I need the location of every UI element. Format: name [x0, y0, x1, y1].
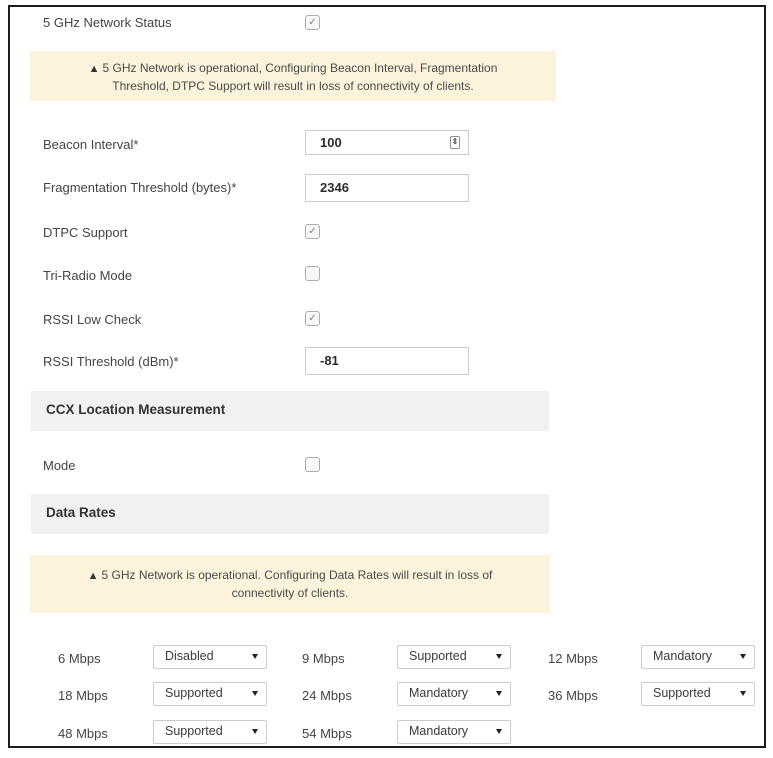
rate-label-6mbps: 6 Mbps: [58, 651, 101, 666]
rate-select-6mbps[interactable]: [153, 645, 267, 669]
rate-label-54mbps: 54 Mbps: [302, 726, 352, 741]
rate-select-36mbps[interactable]: [641, 682, 755, 706]
caret-down-icon: [740, 654, 746, 659]
section-title-ccx: CCX Location Measurement: [46, 402, 226, 417]
beacon-interval-label: Beacon Interval*: [43, 137, 139, 152]
rssi-low-check-checkbox[interactable]: [305, 311, 320, 326]
caret-down-icon: [496, 729, 502, 734]
ccx-mode-label: Mode: [43, 458, 76, 473]
section-title-data-rates: Data Rates: [46, 505, 116, 520]
rssi-low-check-label: RSSI Low Check: [43, 312, 142, 327]
rate-select-54mbps[interactable]: [397, 720, 511, 744]
fragmentation-threshold-value: 2346: [320, 180, 349, 195]
caret-down-icon: [252, 691, 258, 696]
dtpc-support-label: DTPC Support: [43, 225, 128, 240]
ccx-mode-checkbox[interactable]: [305, 457, 320, 472]
checkmark-icon: ✓: [308, 312, 317, 324]
caret-down-icon: [496, 691, 502, 696]
warning-banner-general: [30, 51, 556, 101]
rssi-threshold-label: RSSI Threshold (dBm)*: [43, 354, 179, 369]
fragmentation-threshold-input[interactable]: [305, 174, 469, 202]
radio-config-panel: [8, 5, 766, 748]
caret-down-icon: [252, 654, 258, 659]
section-header-ccx: [31, 391, 549, 431]
warning-text-line2: connectivity of clients.: [231, 586, 349, 600]
rate-select-value: Supported: [165, 724, 223, 738]
rssi-threshold-value: -81: [320, 353, 339, 368]
warning-banner-data-rates: [30, 555, 550, 613]
warning-text-line1: 5 GHz Network is operational, Configuring Beacon Interval, Fragmentation: [102, 61, 498, 75]
checkmark-icon: ✓: [308, 225, 317, 237]
section-header-data-rates: [31, 494, 549, 534]
rate-select-48mbps[interactable]: [153, 720, 267, 744]
beacon-interval-value: 100: [320, 135, 342, 150]
rate-label-24mbps: 24 Mbps: [302, 688, 352, 703]
rate-select-18mbps[interactable]: [153, 682, 267, 706]
rate-select-value: Disabled: [165, 649, 214, 663]
tri-radio-mode-checkbox[interactable]: [305, 266, 320, 281]
rate-label-9mbps: 9 Mbps: [302, 651, 345, 666]
caret-down-icon: [496, 654, 502, 659]
fragmentation-threshold-label: Fragmentation Threshold (bytes)*: [43, 180, 237, 195]
dtpc-support-checkbox[interactable]: [305, 224, 320, 239]
rate-select-value: Mandatory: [409, 686, 469, 700]
tri-radio-mode-label: Tri-Radio Mode: [43, 268, 133, 283]
network-status-checkbox[interactable]: [305, 15, 320, 30]
checkmark-icon: ✓: [308, 16, 317, 28]
rate-select-12mbps[interactable]: [641, 645, 755, 669]
rssi-threshold-input[interactable]: [305, 347, 469, 375]
rate-select-value: Mandatory: [409, 724, 469, 738]
rate-label-48mbps: 48 Mbps: [58, 726, 108, 741]
rate-select-value: Supported: [653, 686, 711, 700]
rate-select-value: Supported: [165, 686, 223, 700]
rate-label-18mbps: 18 Mbps: [58, 688, 108, 703]
rate-select-value: Supported: [409, 649, 467, 663]
caret-down-icon: [252, 729, 258, 734]
beacon-interval-input[interactable]: [305, 130, 469, 155]
rate-label-12mbps: 12 Mbps: [548, 651, 598, 666]
rate-select-9mbps[interactable]: [397, 645, 511, 669]
warning-text-line2: Threshold, DTPC Support will result in loss of connectivity of clients.: [112, 79, 474, 93]
warning-triangle-icon: ▲: [88, 63, 100, 75]
rate-select-value: Mandatory: [653, 649, 713, 663]
warning-text-line1: 5 GHz Network is operational. Configuring Data Rates will result in loss of: [101, 568, 493, 582]
warning-triangle-icon: ▲: [87, 570, 99, 582]
rate-label-36mbps: 36 Mbps: [548, 688, 598, 703]
spinner-icon[interactable]: ⇕: [450, 136, 460, 149]
rate-select-24mbps[interactable]: [397, 682, 511, 706]
caret-down-icon: [740, 691, 746, 696]
network-status-label: 5 GHz Network Status: [43, 15, 172, 30]
